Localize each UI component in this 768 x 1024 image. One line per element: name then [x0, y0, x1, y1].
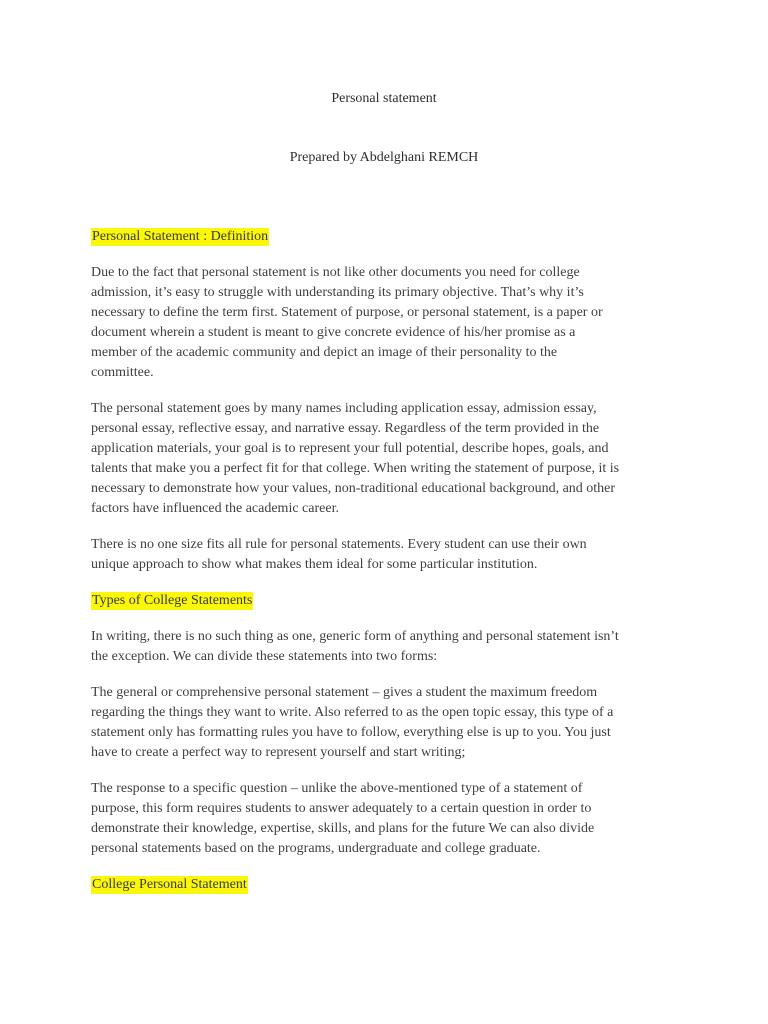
section-definition — [91, 227, 683, 245]
author-line: Prepared by Abdelghani REMCH — [289, 150, 479, 165]
paragraph-definition-1: Due to the fact that personal statement is not like other documents you need for college admission, it’s easy to struggle with understanding its primary objective. That’s why it’s necessary to define the term first. Statement of purpose, or personal statement, is a paper or document wherein a student is meant to give concrete evidence of his/her promise as a member of the academic community and depict an image of their personality to the committee. — [91, 265, 603, 380]
section-types — [91, 591, 683, 609]
section-college — [91, 875, 683, 893]
section-heading-college: College Personal Statement — [92, 877, 247, 892]
section-heading-types: Types of College Statements — [92, 593, 253, 608]
paragraph-definition-2: The personal statement goes by many names including application essay, admission essay, personal essay, reflective essay, and narrative essay. Regardless of the term provided in the application materials, your goal is to represent your full potential, describe hopes, goals, and talents that make you a perfect fit for that college. When writing the statement of purpose, it is necessary to demonstrate how your values, non-traditional educational background, and other factors have influenced the academic career. — [91, 401, 620, 516]
document-body — [91, 227, 683, 893]
paragraph-definition-3: There is no one size fits all rule for personal statements. Every student can use their own unique approach to show what makes them ideal for some particular institution. — [91, 537, 587, 572]
section-heading-definition: Personal Statement : Definition — [92, 229, 269, 244]
paragraph-types-1: In writing, there is no such thing as one, generic form of anything and personal statement isn’t the exception. We can divide these statements into two forms: — [91, 629, 619, 664]
paragraph-types-3: The response to a specific question – unlike the above-mentioned type of a statement of purpose, this form requires students to answer adequately to a certain question in order to demonstrate their knowledge, expertise, skills, and plans for the future We can also divide personal statements based on the programs, undergraduate and college graduate. — [91, 781, 595, 856]
document-title: Personal statement — [331, 91, 437, 106]
paragraph-types-2: The general or comprehensive personal statement – gives a student the maximum freedom regarding the things they want to write. Also referred to as the open topic essay, this type of a statement only has formatting rules you have to follow, everything else is up to you. You just have to create a perfect way to represent yourself and start writing; — [91, 685, 614, 760]
